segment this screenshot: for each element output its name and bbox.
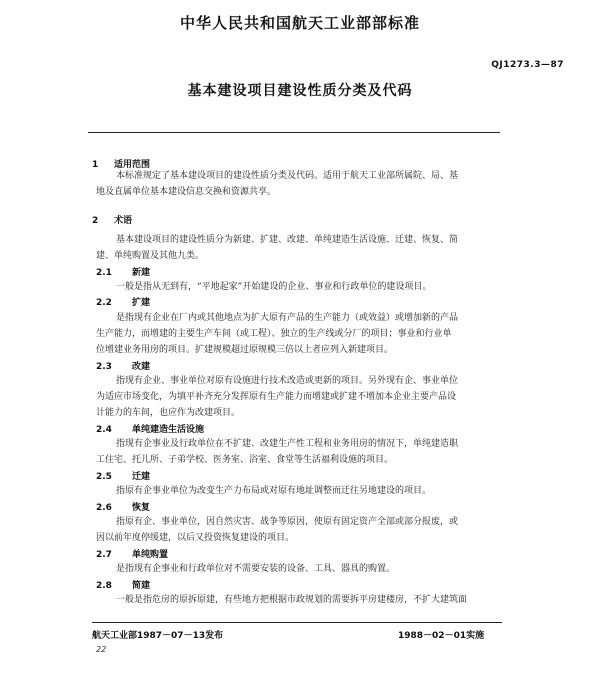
section-title: 改建 (132, 362, 151, 372)
page-number: 22 (96, 645, 107, 654)
issuing-authority-title: 中华人民共和国航天工业部部标准 (179, 14, 420, 32)
section-title: 迁建 (132, 472, 151, 482)
section-2-line-2: 建、单纯购置及其他九类。 (96, 251, 205, 261)
section-2-7-heading (96, 547, 168, 560)
issue-date: 航天工业部1987－07－13发布 (92, 631, 224, 641)
section-title: 术语 (114, 216, 133, 226)
section-2-3-heading (96, 359, 150, 372)
footer-rule (92, 622, 502, 623)
section-2-8-heading (96, 578, 150, 591)
section-2-4-line-1: 指现有企事业及行政单位在不扩建、改建生产性工程和业务用房的情况下，单纯建造职 (116, 439, 459, 449)
section-2-2-heading (96, 295, 150, 308)
section-2-5-line-1: 指原有企事业单位为改变生产力布局或对原有地址调整而迁往另地建设的项目。 (116, 486, 432, 496)
section-2-4-heading (96, 422, 204, 435)
section-number: 2.6 (96, 503, 112, 513)
section-number: 2 (92, 216, 99, 226)
document-title: 基本建设项目建设性质分类及代码 (187, 83, 413, 99)
section-title: 适用范围 (114, 160, 151, 170)
section-number: 2.2 (96, 298, 112, 308)
section-2-3-line-3: 计能力的车间，也应作为改建项目。 (96, 408, 241, 418)
section-2-3-line-1: 指现有企业、事业单位对原有设施进行技术改造或更新的项目。另外现有企、事业单位 (116, 376, 459, 386)
section-2-6-heading (96, 500, 150, 513)
section-number: 2.3 (96, 362, 112, 372)
effective-date: 1988－02－01实施 (398, 631, 485, 641)
section-number: 2.4 (96, 425, 112, 435)
section-number: 2.8 (96, 581, 112, 591)
section-2-7-line-1: 是指现有企事业和行政单位对不需要安装的设备、工具、器具的购置。 (116, 564, 396, 574)
header-rule (88, 132, 500, 133)
section-title: 新建 (132, 268, 151, 278)
section-2-line-1: 基本建设项目的建设性质分为新建、扩建、改建、单纯建造生活设施、迁建、恢复、简 (116, 235, 459, 245)
section-title: 扩建 (132, 298, 151, 308)
section-title: 恢复 (132, 503, 151, 513)
section-title: 单纯建造生活设施 (132, 425, 205, 435)
section-number: 1 (92, 160, 99, 170)
section-2-6-line-1: 指原有企、事业单位，因自然灾害、战争等原因，使原有固定资产全部或部分报废，或 (116, 517, 459, 527)
section-2-2-line-1: 是指现有企业在厂内或其他地点为扩大原有产品的生产能力（或效益）或增加新的产品 (116, 313, 459, 323)
section-title: 单纯购置 (132, 550, 169, 560)
section-2-1-heading (96, 265, 150, 278)
section-2-1-line-1: 一般是指从无到有，“平地起家”开始建设的企业、事业和行政单位的建设项目。 (116, 282, 432, 292)
standard-number: QJ1273.3—87 (491, 60, 564, 70)
section-number: 2.7 (96, 550, 112, 560)
section-2-8-line-1: 一般是指危房的原拆原建，有些地方把根据市政规划的需要拆平房建楼房，不扩大建筑面 (116, 595, 468, 605)
section-2-5-heading (96, 469, 150, 482)
section-title: 简建 (132, 581, 151, 591)
section-2-6-line-2: 因以前年度停缓建，以后又投资恢复建设的项目。 (96, 533, 295, 543)
section-2-2-line-2: 生产能力，而增建的主要生产车间（或工程）、独立的生产线或分厂的项目；事业和行业单 (96, 329, 452, 339)
section-1-line-2: 地及直属单位基本建设信息交换和资源共享。 (96, 187, 277, 197)
section-1-line-1: 本标准规定了基本建设项目的建设性质分类及代码。适用于航天工业部所属院、局、基 (116, 171, 459, 181)
section-2-heading (92, 213, 132, 226)
section-number: 2.1 (96, 268, 112, 278)
section-2-4-line-2: 工住宅、托儿所、子弟学校、医务室、浴室、食堂等生活福利设施的项目。 (96, 455, 394, 465)
section-2-3-line-2: 为适应市场变化，为填平补齐充分发挥原有生产能力而增建或扩建不增加本企业主要产品设 (96, 392, 457, 402)
section-2-2-line-3: 位增建业务用房的项目。扩建规模超过原规模三倍以上者应列入新建项目。 (96, 345, 394, 355)
section-number: 2.5 (96, 472, 112, 482)
